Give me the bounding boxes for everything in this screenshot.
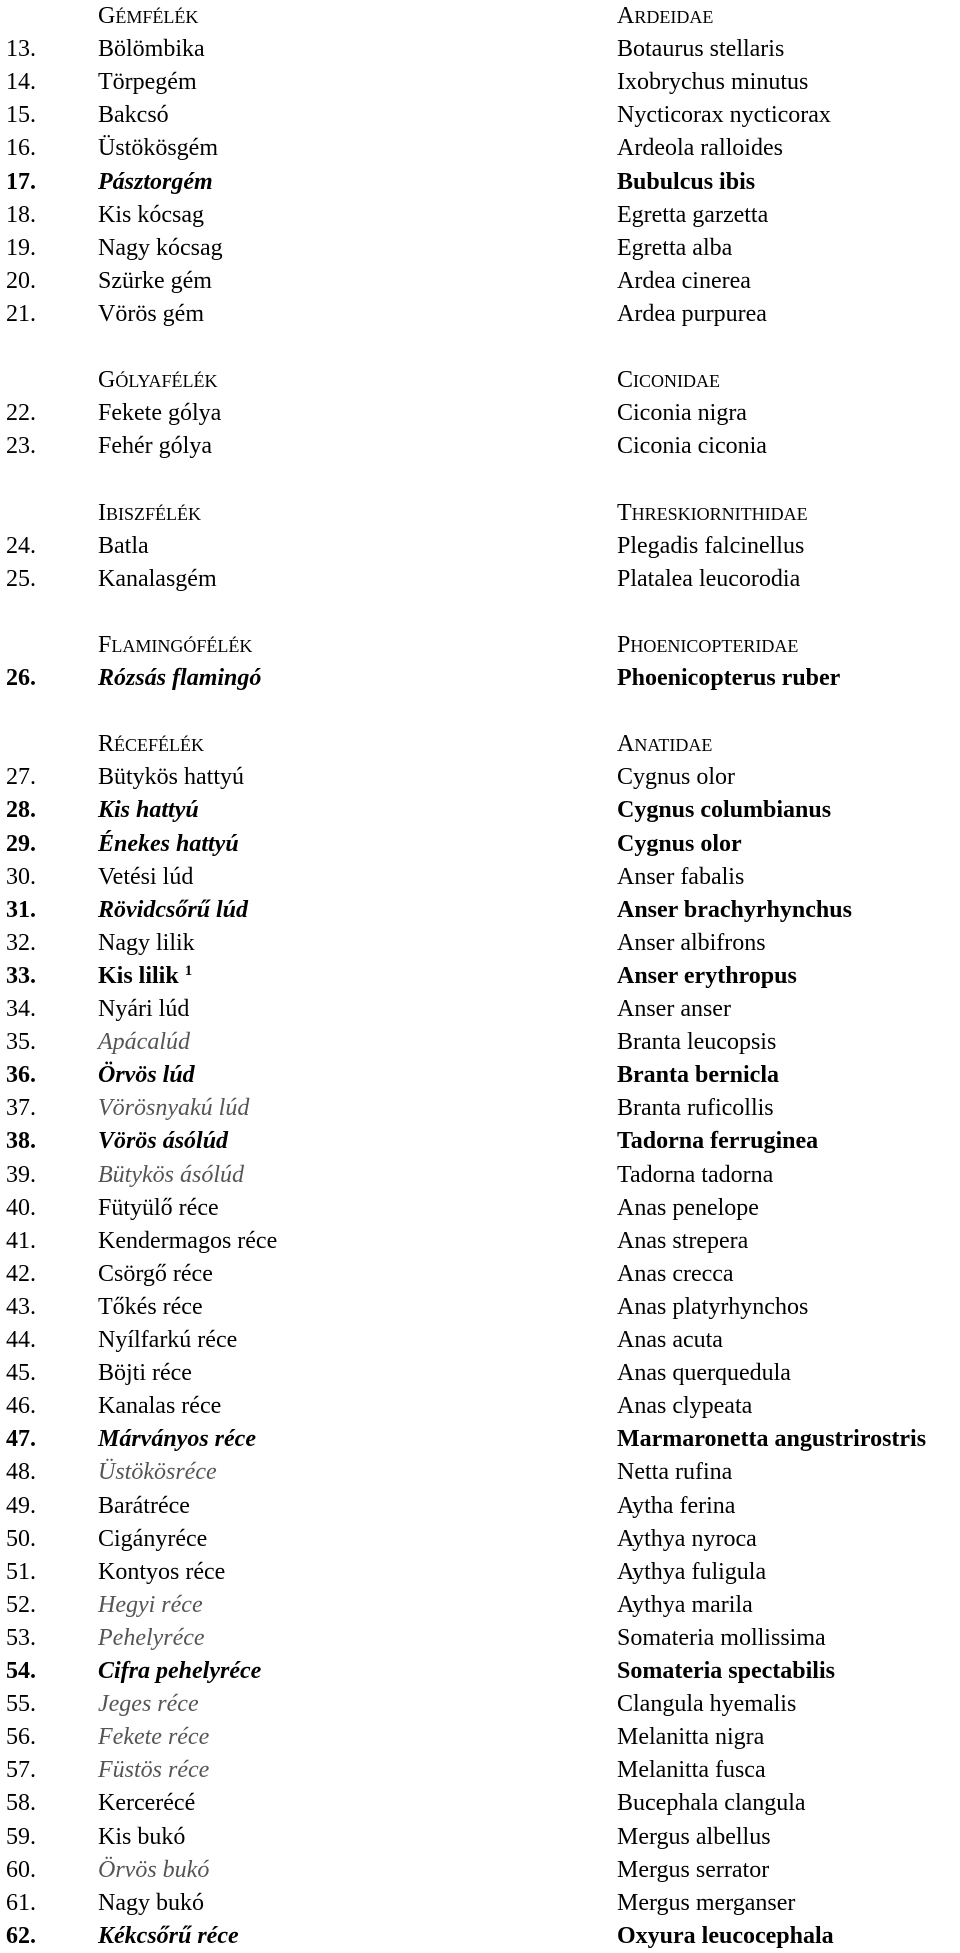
species-name-hungarian: Pehelyréce	[98, 1624, 205, 1651]
family-name-scientific: THRESKIORNITHIDAE	[617, 499, 808, 526]
species-row	[0, 1258, 960, 1291]
species-row	[0, 1456, 960, 1489]
family-name-scientific: ARDEIDAE	[617, 3, 714, 29]
species-row	[0, 761, 960, 794]
species-number: 33.	[6, 962, 36, 989]
species-name-scientific: Phoenicopterus ruber	[617, 665, 841, 691]
species-name-scientific: Branta leucopsis	[617, 1029, 777, 1056]
species-row	[0, 1920, 960, 1953]
species-name-hungarian: Vörösnyakú lúd	[98, 1095, 250, 1122]
species-name-hungarian: Bölömbika	[98, 36, 205, 63]
species-name-scientific: Branta ruficollis	[617, 1095, 774, 1122]
species-row	[0, 960, 960, 993]
family-name-hungarian: GÉMFÉLÉK	[98, 3, 199, 29]
species-name-scientific: Anas crecca	[617, 1260, 734, 1287]
species-number: 62.	[6, 1922, 36, 1949]
species-number: 53.	[6, 1624, 36, 1651]
species-number: 21.	[6, 300, 36, 327]
species-name-hungarian: Cigányréce	[98, 1525, 208, 1552]
species-number: 38.	[6, 1128, 36, 1155]
species-name-hungarian: Barátréce	[98, 1492, 190, 1519]
species-name-hungarian: Vörös ásólúd	[98, 1128, 229, 1155]
family-header-row	[0, 0, 960, 33]
species-name-scientific: Melanitta fusca	[617, 1757, 766, 1784]
species-name-hungarian: Bütykös ásólúd	[98, 1161, 244, 1188]
species-name-hungarian: Kercerécé	[98, 1790, 196, 1817]
species-row	[0, 132, 960, 165]
species-name-scientific: Bucephala clangula	[617, 1790, 806, 1817]
species-number: 22.	[6, 400, 36, 427]
species-name-scientific: Anas strepera	[617, 1227, 749, 1254]
species-number: 15.	[6, 102, 36, 129]
species-name-hungarian: Nagy lilik	[98, 929, 195, 956]
species-name-scientific: Anser erythropus	[617, 962, 797, 989]
species-name-hungarian: Rózsás flamingó	[98, 665, 262, 691]
species-name-scientific: Cygnus olor	[617, 830, 742, 857]
species-name-scientific: Cygnus columbianus	[617, 797, 832, 824]
species-number: 16.	[6, 135, 36, 162]
species-name-scientific: Ardea purpurea	[617, 300, 767, 327]
species-row	[0, 298, 960, 331]
species-row	[0, 794, 960, 827]
species-number: 45.	[6, 1360, 36, 1387]
species-name-scientific: Clangula hyemalis	[617, 1691, 797, 1718]
species-name-scientific: Plegadis falcinellus	[617, 532, 805, 559]
species-name-scientific: Egretta alba	[617, 234, 733, 261]
species-name-scientific: Ardea cinerea	[617, 267, 751, 294]
species-number: 61.	[6, 1889, 36, 1916]
species-number: 32.	[6, 929, 36, 956]
species-name-hungarian: Vetési lúd	[98, 863, 194, 890]
species-number: 43.	[6, 1293, 36, 1320]
species-number: 34.	[6, 996, 36, 1022]
species-row	[0, 530, 960, 563]
species-name-hungarian: Jeges réce	[98, 1691, 199, 1718]
species-name-scientific: Mergus merganser	[617, 1889, 796, 1916]
species-number: 28.	[6, 797, 36, 824]
species-number: 19.	[6, 234, 36, 261]
species-number: 55.	[6, 1691, 36, 1718]
species-number: 26.	[6, 665, 36, 691]
species-name-scientific: Branta bernicla	[617, 1062, 779, 1089]
species-row	[0, 66, 960, 99]
family-name-scientific: PHOENICOPTERIDAE	[617, 631, 799, 658]
species-name-scientific: Ardeola ralloides	[617, 135, 783, 162]
species-row	[0, 662, 960, 695]
species-name-hungarian: Fehér gólya	[98, 433, 212, 460]
species-row	[0, 1059, 960, 1092]
family-name-hungarian: GÓLYAFÉLÉK	[98, 367, 218, 394]
family-header-row	[0, 629, 960, 662]
species-row	[0, 1589, 960, 1622]
species-row	[0, 1291, 960, 1324]
species-row	[0, 430, 960, 463]
species-name-hungarian: Üstökösréce	[98, 1459, 217, 1486]
species-row	[0, 1159, 960, 1192]
species-name-hungarian: Bütykös hattyú	[98, 764, 245, 791]
species-name-hungarian: Kis kócsag	[98, 201, 204, 228]
species-number: 41.	[6, 1227, 36, 1254]
species-number: 57.	[6, 1757, 36, 1784]
species-name-scientific: Netta rufina	[617, 1459, 733, 1486]
species-name-hungarian: Kontyos réce	[98, 1558, 226, 1585]
species-row	[0, 1423, 960, 1456]
species-name-hungarian: Márványos réce	[98, 1426, 256, 1453]
species-number: 40.	[6, 1194, 36, 1221]
species-row	[0, 166, 960, 199]
species-name-hungarian: Nagy kócsag	[98, 234, 223, 261]
species-name-scientific: Platalea leucorodia	[617, 565, 801, 592]
species-name-scientific: Nycticorax nycticorax	[617, 102, 831, 129]
species-number: 31.	[6, 896, 36, 923]
species-name-hungarian: Kis lilik $^1$	[98, 962, 193, 989]
species-row	[0, 1854, 960, 1887]
species-name-hungarian: Törpegém	[98, 69, 197, 96]
species-number: 52.	[6, 1591, 36, 1618]
species-name-scientific: Ciconia nigra	[617, 400, 747, 427]
species-name-scientific: Mergus serrator	[617, 1856, 770, 1883]
species-name-hungarian: Tőkés réce	[98, 1293, 203, 1320]
species-row	[0, 1721, 960, 1754]
species-name-hungarian: Kanalasgém	[98, 565, 217, 592]
species-number: 49.	[6, 1492, 36, 1519]
species-number: 30.	[6, 863, 36, 890]
species-name-scientific: Bubulcus ibis	[617, 168, 756, 195]
species-name-hungarian: Kis hattyú	[98, 797, 199, 824]
species-row	[0, 397, 960, 430]
species-row	[0, 563, 960, 596]
footnote-marker: 1	[184, 962, 193, 979]
species-row	[0, 1225, 960, 1258]
species-number: 29.	[6, 830, 36, 857]
species-name-hungarian: Apácalúd	[98, 1029, 190, 1056]
species-number: 17.	[6, 168, 36, 195]
family-name-scientific: ANATIDAE	[617, 731, 713, 758]
species-name-scientific: Anas querquedula	[617, 1360, 791, 1387]
species-row	[0, 1192, 960, 1225]
species-number: 44.	[6, 1327, 36, 1353]
species-name-hungarian: Szürke gém	[98, 267, 212, 294]
species-name-scientific: Somateria spectabilis	[617, 1658, 835, 1684]
species-row	[0, 1490, 960, 1523]
family-name-hungarian: FLAMINGÓFÉLÉK	[98, 631, 253, 658]
species-name-scientific: Aythya fuligula	[617, 1558, 767, 1585]
species-number: 48.	[6, 1459, 36, 1486]
species-name-hungarian: Kendermagos réce	[98, 1227, 278, 1254]
species-number: 59.	[6, 1823, 36, 1850]
species-row	[0, 1787, 960, 1820]
species-row	[0, 1655, 960, 1688]
species-name-scientific: Aytha ferina	[617, 1492, 736, 1519]
species-name-hungarian: Fütyülő réce	[98, 1194, 219, 1221]
species-name-scientific: Mergus albellus	[617, 1823, 771, 1850]
species-name-hungarian: Kanalas réce	[98, 1393, 222, 1420]
species-number: 13.	[6, 36, 36, 63]
species-row	[0, 1556, 960, 1589]
species-name-hungarian: Füstös réce	[98, 1757, 210, 1784]
species-name-scientific: Anser fabalis	[617, 863, 745, 890]
species-name-scientific: Marmaronetta angustrirostris	[617, 1426, 927, 1453]
species-row	[0, 1092, 960, 1125]
species-number: 47.	[6, 1426, 36, 1453]
species-number: 37.	[6, 1095, 36, 1122]
species-name-hungarian: Cifra pehelyréce	[98, 1658, 262, 1684]
species-row	[0, 1523, 960, 1556]
species-row	[0, 1688, 960, 1721]
species-name-hungarian: Fekete réce	[98, 1724, 210, 1751]
family-header-row	[0, 364, 960, 397]
species-name-hungarian: Csörgő réce	[98, 1260, 213, 1287]
species-row	[0, 861, 960, 894]
species-name-hungarian: Nyílfarkú réce	[98, 1327, 238, 1353]
species-name-hungarian: Nyári lúd	[98, 996, 190, 1022]
species-row	[0, 1622, 960, 1655]
species-number: 42.	[6, 1260, 36, 1287]
species-name-scientific: Cygnus olor	[617, 764, 736, 791]
species-number: 60.	[6, 1856, 36, 1883]
species-row	[0, 1390, 960, 1423]
species-name-hungarian: Bakcsó	[98, 102, 169, 129]
species-name-scientific: Aythya marila	[617, 1591, 753, 1618]
species-name-hungarian: Üstökösgém	[98, 135, 218, 162]
species-number: 27.	[6, 764, 36, 791]
species-name-hungarian: Pásztorgém	[98, 168, 213, 195]
species-name-scientific: Somateria mollissima	[617, 1624, 826, 1651]
family-name-hungarian: IBISZFÉLÉK	[98, 499, 202, 526]
species-number: 25.	[6, 565, 36, 592]
species-number: 39.	[6, 1161, 36, 1188]
species-number: 36.	[6, 1062, 36, 1089]
species-row	[0, 828, 960, 861]
species-row	[0, 1821, 960, 1854]
species-name-scientific: Anser anser	[617, 996, 731, 1022]
species-name-scientific: Tadorna ferruginea	[617, 1128, 819, 1155]
species-number: 24.	[6, 532, 36, 559]
species-number: 54.	[6, 1658, 36, 1684]
species-name-scientific: Melanitta nigra	[617, 1724, 765, 1751]
species-number: 56.	[6, 1724, 36, 1751]
species-number: 14.	[6, 69, 36, 96]
species-number: 18.	[6, 201, 36, 228]
species-number: 58.	[6, 1790, 36, 1817]
species-name-hungarian: Batla	[98, 532, 149, 559]
species-name-scientific: Anas platyrhynchos	[617, 1293, 809, 1320]
species-number: 23.	[6, 433, 36, 460]
species-name-hungarian: Kékcsőrű réce	[98, 1922, 239, 1949]
species-name-scientific: Anas acuta	[617, 1327, 723, 1353]
species-row	[0, 1754, 960, 1787]
species-row	[0, 1026, 960, 1059]
species-name-scientific: Botaurus stellaris	[617, 36, 785, 63]
species-row	[0, 1125, 960, 1158]
family-header-row	[0, 497, 960, 530]
species-name-hungarian: Kis bukó	[98, 1823, 186, 1850]
family-header-row	[0, 728, 960, 761]
species-row	[0, 993, 960, 1026]
species-name-scientific: Anser brachyrhynchus	[617, 896, 852, 923]
species-name-hungarian: Rövidcsőrű lúd	[98, 896, 249, 923]
species-name-hungarian: Fekete gólya	[98, 400, 222, 427]
species-number: 35.	[6, 1029, 36, 1056]
species-row	[0, 199, 960, 232]
species-name-hungarian: Énekes hattyú	[98, 830, 239, 857]
species-name-hungarian: Nagy bukó	[98, 1889, 204, 1916]
species-name-hungarian: Böjti réce	[98, 1360, 192, 1387]
family-name-hungarian: RÉCEFÉLÉK	[98, 731, 205, 758]
species-name-scientific: Aythya nyroca	[617, 1525, 757, 1552]
species-number: 20.	[6, 267, 36, 294]
species-number: 51.	[6, 1558, 36, 1585]
species-number: 46.	[6, 1393, 36, 1420]
species-name-scientific: Ixobrychus minutus	[617, 69, 809, 96]
species-name-scientific: Ciconia ciconia	[617, 433, 767, 460]
species-name-scientific: Oxyura leucocephala	[617, 1922, 834, 1949]
species-row	[0, 1357, 960, 1390]
species-row	[0, 265, 960, 298]
species-name-scientific: Tadorna tadorna	[617, 1161, 774, 1188]
species-name-scientific: Anser albifrons	[617, 929, 766, 956]
species-name-scientific: Egretta garzetta	[617, 201, 769, 228]
species-row	[0, 99, 960, 132]
species-row	[0, 894, 960, 927]
species-row	[0, 1324, 960, 1357]
species-name-hungarian: Örvös lúd	[98, 1062, 195, 1089]
family-name-scientific: CICONIDAE	[617, 367, 721, 394]
species-name-hungarian: Vörös gém	[98, 300, 204, 327]
species-name-scientific: Anas clypeata	[617, 1393, 753, 1420]
species-name-scientific: Anas penelope	[617, 1194, 759, 1221]
species-number: 50.	[6, 1525, 36, 1552]
species-name-hungarian: Örvös bukó	[98, 1856, 210, 1883]
species-name-hungarian: Hegyi réce	[98, 1591, 203, 1618]
species-row	[0, 33, 960, 66]
species-row	[0, 927, 960, 960]
species-row	[0, 1887, 960, 1920]
species-row	[0, 232, 960, 265]
